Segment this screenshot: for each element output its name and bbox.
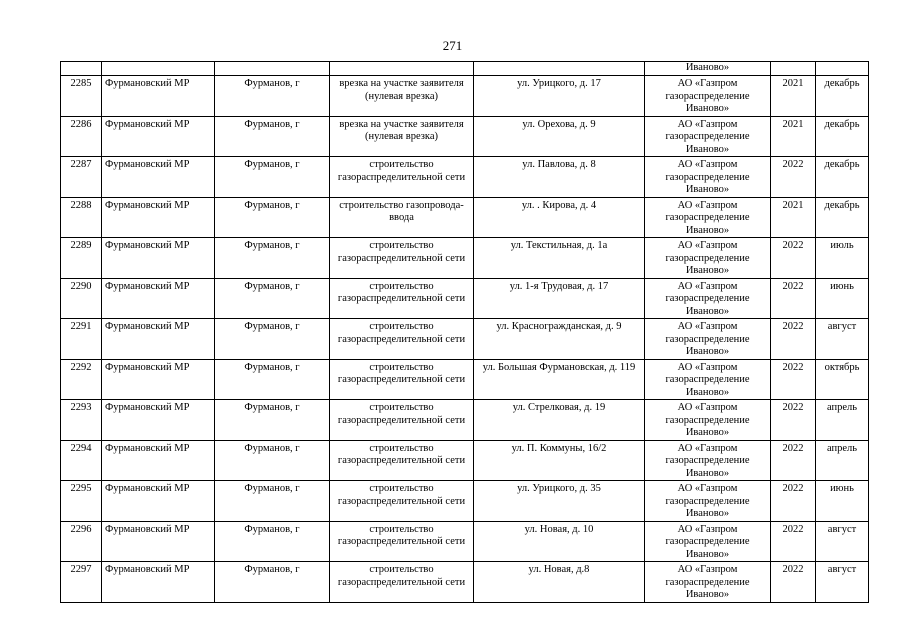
cell-year: 2022 (771, 440, 816, 481)
cell-number: 2290 (61, 278, 102, 319)
cell-address: ул. 1-я Трудовая, д. 17 (474, 278, 645, 319)
cell-month: июль (816, 238, 869, 279)
cell-year: 2022 (771, 157, 816, 198)
cell-address: ул. Красногражданская, д. 9 (474, 319, 645, 360)
cell-month (816, 62, 869, 76)
cell-district: Фурмановский МР (102, 157, 215, 198)
cell-organization: АО «Газпром газораспределение Иваново» (645, 319, 771, 360)
cell-organization-carry: Иваново» (645, 62, 771, 76)
cell-district: Фурмановский МР (102, 481, 215, 522)
cell-year: 2022 (771, 319, 816, 360)
table-row (61, 238, 869, 279)
cell-district: Фурмановский МР (102, 521, 215, 562)
cell-district: Фурмановский МР (102, 278, 215, 319)
cell-town: Фурманов, г (215, 400, 330, 441)
table-row (61, 359, 869, 400)
page-number: 271 (442, 38, 463, 53)
cell-year: 2021 (771, 197, 816, 238)
cell-district: Фурмановский МР (102, 319, 215, 360)
cell-address: ул. Новая, д. 10 (474, 521, 645, 562)
cell-organization: АО «Газпром газораспределение Иваново» (645, 238, 771, 279)
cell-organization: АО «Газпром газораспределение Иваново» (645, 76, 771, 117)
cell-work-type: строительство газораспределительной сети (330, 157, 474, 198)
cell-town: Фурманов, г (215, 116, 330, 157)
table-row (61, 319, 869, 360)
table-row (61, 76, 869, 117)
cell-work-type: строительство газораспределительной сети (330, 278, 474, 319)
cell-year: 2021 (771, 76, 816, 117)
cell-district: Фурмановский МР (102, 116, 215, 157)
cell-number: 2293 (61, 400, 102, 441)
cell-number: 2295 (61, 481, 102, 522)
cell-work-type: строительство газораспределительной сети (330, 400, 474, 441)
cell-organization: АО «Газпром газораспределение Иваново» (645, 481, 771, 522)
cell-work-type: строительство газораспределительной сети (330, 359, 474, 400)
cell-work-type: врезка на участке заявителя (нулевая врезка) (330, 116, 474, 157)
cell-organization: АО «Газпром газораспределение Иваново» (645, 521, 771, 562)
cell-number: 2287 (61, 157, 102, 198)
cell-work-type: врезка на участке заявителя (нулевая врезка) (330, 76, 474, 117)
cell-organization: АО «Газпром газораспределение Иваново» (645, 278, 771, 319)
cell-number: 2291 (61, 319, 102, 360)
cell-month: июнь (816, 481, 869, 522)
cell-number: 2294 (61, 440, 102, 481)
table-row (61, 481, 869, 522)
cell-organization: АО «Газпром газораспределение Иваново» (645, 440, 771, 481)
cell-district: Фурмановский МР (102, 238, 215, 279)
cell-district (102, 62, 215, 76)
cell-organization: АО «Газпром газораспределение Иваново» (645, 400, 771, 441)
cell-town (215, 62, 330, 76)
cell-address (474, 62, 645, 76)
table-row (61, 157, 869, 198)
cell-address: ул. П. Коммуны, 16/2 (474, 440, 645, 481)
cell-month: октябрь (816, 359, 869, 400)
cell-town: Фурманов, г (215, 157, 330, 198)
cell-address: ул. Стрелковая, д. 19 (474, 400, 645, 441)
cell-month: декабрь (816, 116, 869, 157)
cell-town: Фурманов, г (215, 481, 330, 522)
cell-month: апрель (816, 440, 869, 481)
cell-work (330, 62, 474, 76)
cell-number: 2296 (61, 521, 102, 562)
cell-year: 2022 (771, 481, 816, 522)
cell-work-type: строительство газораспределительной сети (330, 440, 474, 481)
carry-over-row (61, 62, 869, 76)
table-row (61, 197, 869, 238)
cell-number: 2288 (61, 197, 102, 238)
cell-address: ул. . Кирова, д. 4 (474, 197, 645, 238)
cell-work-type: строительство газораспределительной сети (330, 238, 474, 279)
cell-work-type: строительство газораспределительной сети (330, 319, 474, 360)
cell-year: 2022 (771, 359, 816, 400)
cell-address: ул. Орехова, д. 9 (474, 116, 645, 157)
table-row (61, 562, 869, 603)
table-row (61, 116, 869, 157)
cell-number: 2297 (61, 562, 102, 603)
cell-organization: АО «Газпром газораспределение Иваново» (645, 116, 771, 157)
cell-address: ул. Урицкого, д. 35 (474, 481, 645, 522)
cell-address: ул. Павлова, д. 8 (474, 157, 645, 198)
cell-year: 2021 (771, 116, 816, 157)
cell-town: Фурманов, г (215, 238, 330, 279)
cell-address: ул. Урицкого, д. 17 (474, 76, 645, 117)
cell-address: ул. Текстильная, д. 1а (474, 238, 645, 279)
cell-town: Фурманов, г (215, 278, 330, 319)
cell-town: Фурманов, г (215, 562, 330, 603)
cell-work-type: строительство газораспределительной сети (330, 481, 474, 522)
cell-town: Фурманов, г (215, 197, 330, 238)
cell-town: Фурманов, г (215, 359, 330, 400)
cell-district: Фурмановский МР (102, 197, 215, 238)
cell-year: 2022 (771, 562, 816, 603)
cell-num (61, 62, 102, 76)
cell-district: Фурмановский МР (102, 562, 215, 603)
cell-district: Фурмановский МР (102, 400, 215, 441)
cell-month: декабрь (816, 197, 869, 238)
cell-month: август (816, 562, 869, 603)
cell-year (771, 62, 816, 76)
cell-year: 2022 (771, 238, 816, 279)
cell-number: 2285 (61, 76, 102, 117)
cell-month: август (816, 319, 869, 360)
table-row (61, 440, 869, 481)
cell-year: 2022 (771, 278, 816, 319)
cell-district: Фурмановский МР (102, 76, 215, 117)
cell-number: 2289 (61, 238, 102, 279)
cell-town: Фурманов, г (215, 521, 330, 562)
cell-address: ул. Новая, д.8 (474, 562, 645, 603)
table-row (61, 278, 869, 319)
cell-work-type: строительство газораспределительной сети (330, 521, 474, 562)
cell-organization: АО «Газпром газораспределение Иваново» (645, 359, 771, 400)
cell-town: Фурманов, г (215, 440, 330, 481)
cell-district: Фурмановский МР (102, 440, 215, 481)
table-row (61, 521, 869, 562)
table-body (61, 62, 869, 603)
cell-number: 2286 (61, 116, 102, 157)
cell-district: Фурмановский МР (102, 359, 215, 400)
cell-town: Фурманов, г (215, 76, 330, 117)
cell-year: 2022 (771, 400, 816, 441)
cell-year: 2022 (771, 521, 816, 562)
cell-organization: АО «Газпром газораспределение Иваново» (645, 562, 771, 603)
table-row (61, 400, 869, 441)
cell-number: 2292 (61, 359, 102, 400)
cell-month: июнь (816, 278, 869, 319)
cell-organization: АО «Газпром газораспределение Иваново» (645, 157, 771, 198)
cell-organization: АО «Газпром газораспределение Иваново» (645, 197, 771, 238)
cell-month: декабрь (816, 76, 869, 117)
cell-month: декабрь (816, 157, 869, 198)
cell-address: ул. Большая Фурмановская, д. 119 (474, 359, 645, 400)
cell-month: апрель (816, 400, 869, 441)
cell-work-type: строительство газораспределительной сети (330, 562, 474, 603)
cell-work-type: строительство газопровода-ввода (330, 197, 474, 238)
gasification-table (60, 61, 869, 603)
cell-month: август (816, 521, 869, 562)
cell-town: Фурманов, г (215, 319, 330, 360)
